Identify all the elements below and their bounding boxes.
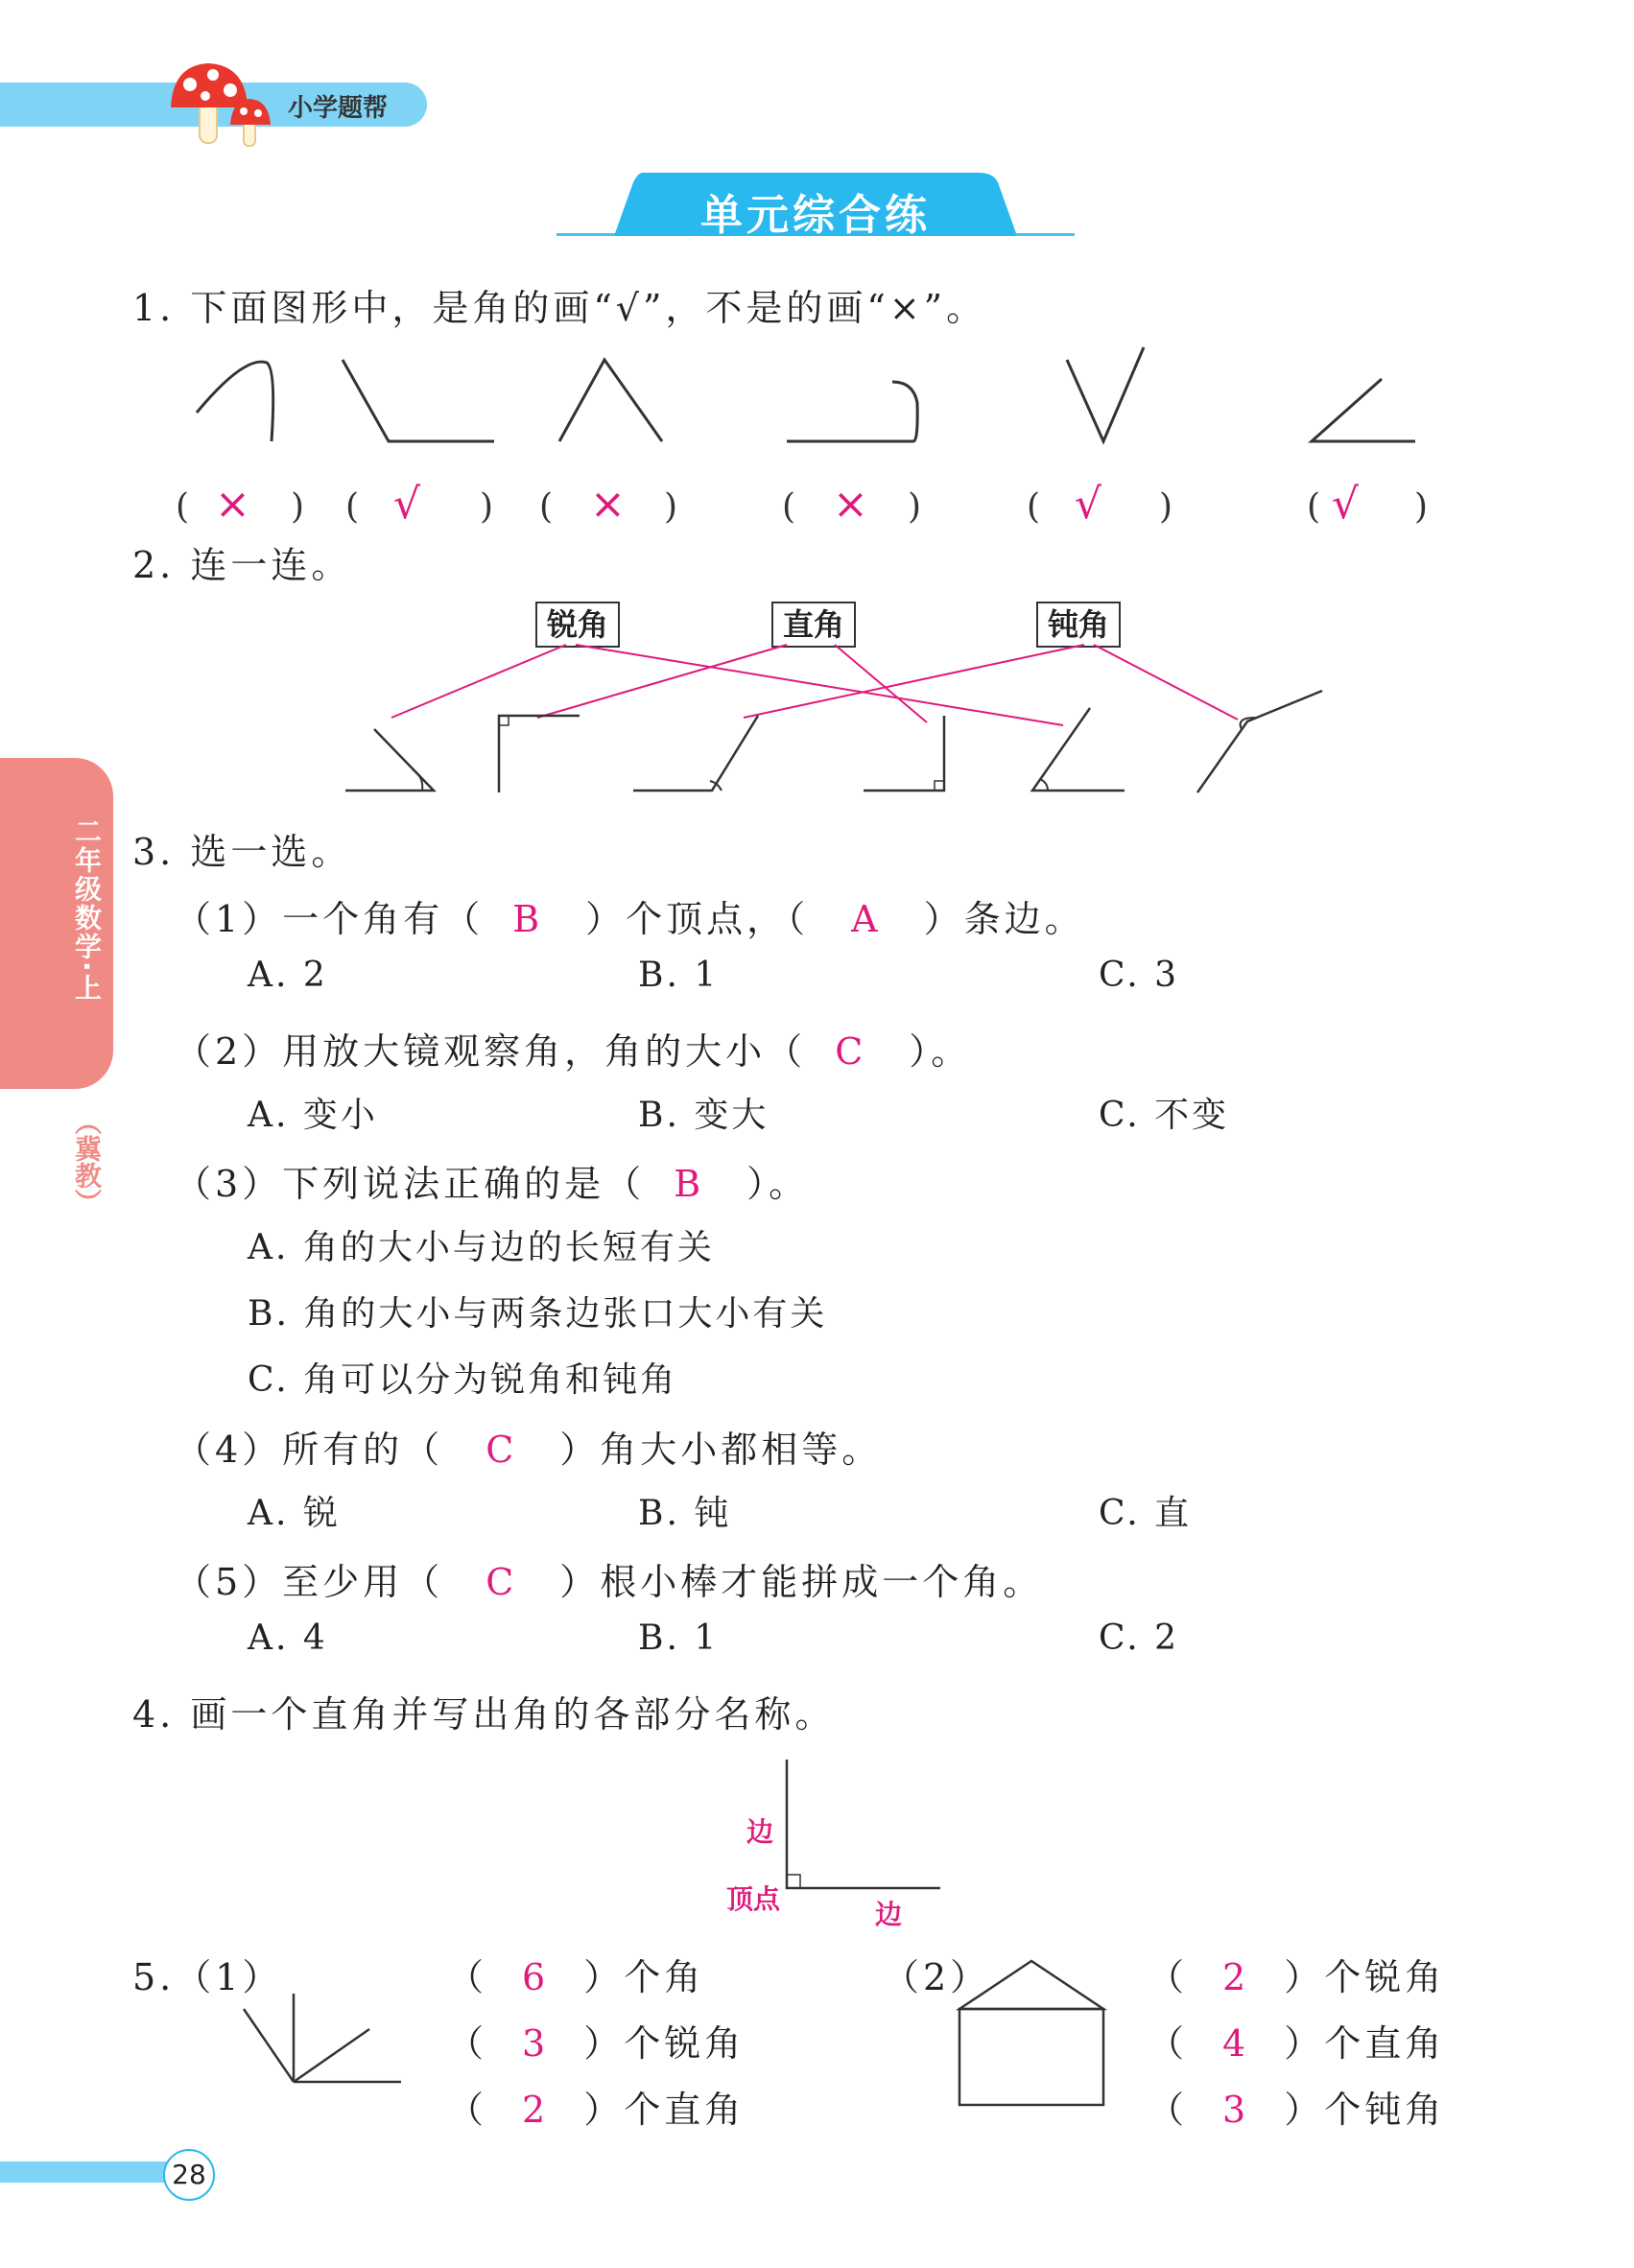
q3-2-option-b: B. 变大: [638, 1096, 770, 1135]
q3-2-post: ）。: [909, 1030, 972, 1073]
section-title: 单元综合练: [700, 191, 931, 240]
q3-2-answer: C: [835, 1030, 867, 1073]
q3-5-answer: C: [485, 1561, 518, 1603]
q5-1-answer-1: 6: [522, 1956, 550, 1998]
q3-4-answer: C: [485, 1429, 518, 1471]
q3-3-question: [175, 1154, 809, 1207]
q1-paren-4: (: [782, 487, 796, 527]
q5-2-suffix-1: ）个锐角: [1284, 1956, 1446, 1998]
q3-4-post: ）角大小都相等。: [559, 1429, 883, 1471]
q1-paren-5-close: ): [1159, 487, 1173, 527]
q3-2-option-c: C. 不变: [1099, 1096, 1230, 1135]
q1-answer-4: ×: [833, 480, 868, 529]
q3-1-answer-2: A: [851, 898, 882, 940]
q3-5-pre: （5）至少用（: [175, 1561, 444, 1603]
q3-3-option-b: B. 角的大小与两条边张口大小有关: [248, 1294, 828, 1334]
q3-1-mid: ）个顶点，（: [585, 898, 810, 940]
q1-answer-5: √: [1075, 480, 1102, 529]
q3-2-option-a: A. 变小: [248, 1096, 378, 1135]
q3-4-option-b: B. 钝: [638, 1494, 732, 1533]
q1-paren-3-close: ): [664, 487, 678, 527]
q3-1-pre: （1）一个角有（: [175, 898, 485, 940]
q5-2-suffix-3: ）个钝角: [1284, 2089, 1446, 2131]
q3-1-option-c: C. 3: [1099, 956, 1180, 995]
q3-5-option-c: C. 2: [1099, 1618, 1180, 1658]
q3-3-answer: B: [674, 1163, 705, 1205]
q2-prompt: 2. 连一连。: [132, 544, 352, 586]
label-obtuse: 钝角: [1036, 602, 1121, 648]
q1-answer-2: √: [393, 480, 421, 529]
q3-5-option-a: A. 4: [248, 1618, 328, 1658]
q5-2-answer-2: 4: [1222, 2022, 1250, 2065]
q1-answer-3: ×: [590, 480, 626, 529]
q1-paren-4-close: ): [908, 487, 922, 527]
q5-1-row-2: （ 3 ）个锐角: [447, 2022, 746, 2065]
q5-prompt-1: 5.（1）: [132, 1956, 283, 1998]
brand-text: 小学题帮: [288, 94, 389, 123]
q2-matching-figures: [0, 633, 1634, 806]
q5-1-answer-2: 3: [522, 2022, 550, 2065]
q3-4-option-a: A. 锐: [248, 1494, 341, 1533]
q5-1-row-3: （ 2 ）个直角: [447, 2089, 746, 2131]
mushroom-icon: [163, 58, 288, 149]
q3-4-question: [175, 1420, 882, 1473]
q1-paren-2: (: [345, 487, 360, 527]
q3-4-pre: （4）所有的（: [175, 1429, 444, 1471]
q3-1-option-b: B. 1: [638, 956, 720, 995]
q3-3-post: ）。: [746, 1163, 810, 1205]
q1-paren-2-close: ): [480, 487, 494, 527]
q5-1-suffix-3: ）个直角: [583, 2089, 746, 2131]
q5-2-answer-3: 3: [1222, 2089, 1250, 2131]
q5-2-answer-1: 2: [1222, 1956, 1250, 1998]
q4-right-angle-figure: [768, 1746, 959, 1909]
q4-prompt: 4. 画一个直角并写出角的各部分名称。: [132, 1693, 836, 1736]
q3-2-pre: （2）用放大镜观察角，角的大小（: [175, 1030, 807, 1073]
page-number: 28: [163, 2149, 215, 2201]
q5-1-answer-3: 2: [522, 2089, 550, 2131]
q1-paren-6-close: ): [1414, 487, 1429, 527]
q1-figures: [0, 336, 1634, 451]
q3-3-option-c: C. 角可以分为锐角和钝角: [248, 1360, 678, 1400]
q5-figure-2: [950, 1953, 1113, 2116]
q3-1-option-a: A. 2: [248, 956, 328, 995]
q1-paren-5: (: [1027, 487, 1041, 527]
q1-paren-1: (: [176, 487, 190, 527]
q5-2-row-2: （ 4 ）个直角: [1148, 2022, 1446, 2065]
q3-2-question: [175, 1022, 971, 1075]
label-right: 直角: [771, 602, 856, 648]
q4-bottom-label: 边: [875, 1899, 903, 1930]
q1-prompt: 1. 下面图形中，是角的画“√”，不是的画“×”。: [132, 287, 987, 329]
q5-figure-1: [230, 1976, 422, 2101]
side-tab-text: 二年级数学·上: [71, 817, 103, 1003]
q1-paren-1-close: ): [291, 487, 305, 527]
q5-2-row-3: （ 3 ）个钝角: [1148, 2089, 1446, 2131]
q5-1-suffix-1: ）个角: [583, 1956, 705, 1998]
q1-paren-6: (: [1307, 487, 1321, 527]
q3-4-option-c: C. 直: [1099, 1494, 1193, 1533]
label-acute: 锐角: [535, 602, 620, 648]
side-edition: （冀教）: [71, 1108, 103, 1216]
q3-1-question: [175, 889, 1085, 942]
q5-2-suffix-2: ）个直角: [1284, 2022, 1446, 2065]
q3-1-post: ）条边。: [923, 898, 1085, 940]
q5-prompt-2: （2）: [883, 1956, 991, 1998]
q5-2-row-1: （ 2 ）个锐角: [1148, 1956, 1446, 1998]
q3-3-pre: （3）下列说法正确的是（: [175, 1163, 646, 1205]
q1-answer-1: ×: [215, 480, 250, 529]
q3-5-post: ）根小棒才能拼成一个角。: [559, 1561, 1044, 1603]
q3-3-option-a: A. 角的大小与边的长短有关: [248, 1228, 715, 1267]
q5-1-row-1: （ 6 ）个角: [447, 1956, 705, 1998]
q1-paren-3: (: [539, 487, 554, 527]
q3-5-question: [175, 1552, 1043, 1605]
q4-vertex-label: 顶点: [726, 1883, 781, 1915]
q4-side-label: 边: [746, 1816, 774, 1848]
q3-5-option-b: B. 1: [638, 1618, 720, 1658]
q3-1-answer-1: B: [512, 898, 544, 940]
q3-prompt: 3. 选一选。: [132, 831, 352, 873]
q5-1-suffix-2: ）个锐角: [583, 2022, 746, 2065]
q1-answer-6: √: [1332, 480, 1360, 529]
